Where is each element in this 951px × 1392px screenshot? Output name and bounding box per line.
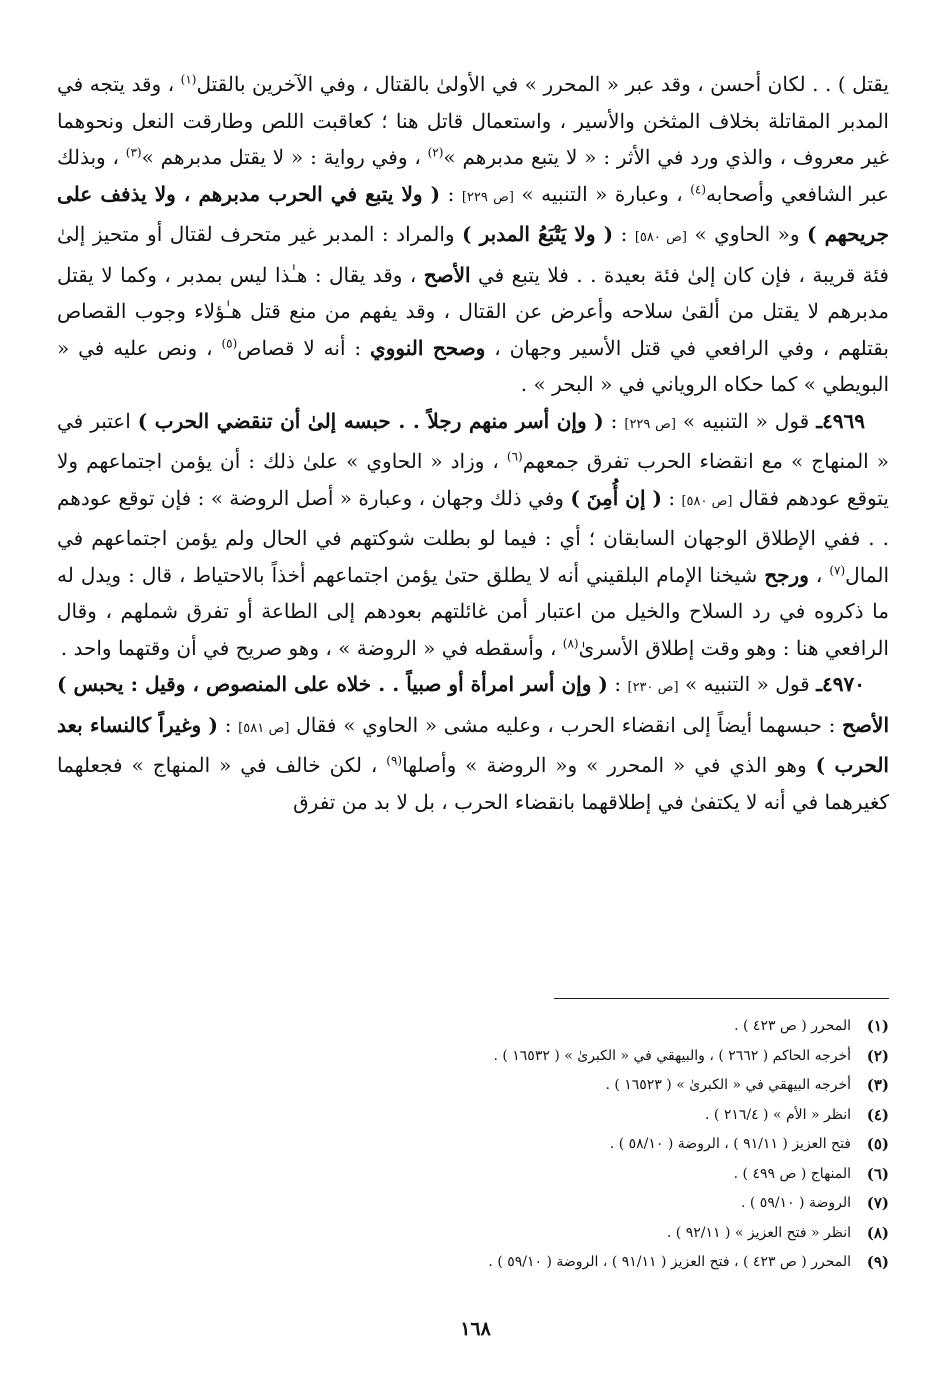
- bold-text: ( إن أُمِنَ ): [570, 485, 662, 510]
- text-run: قول « التنبيه »: [675, 408, 817, 433]
- text-run: ، وعبارة « التنبيه »: [513, 181, 691, 206]
- footnote-text: فتح العزيز ( ٩١/١١ ) ، الروضة ( ٥٨/١٠ ) .: [609, 1136, 851, 1152]
- footnote-number: (٢): [866, 1046, 889, 1065]
- text-run: قول « التنبيه »: [678, 672, 817, 696]
- text-run: شيخنا الإمام البلقيني أنه لا يطلق حتىٰ يؤمن اجتماعهم أخذاً بالاحتياط ، قال : ويدل له ما ذكروه في رد السلاح والخيل من اعتبار أمن غائلتهم بعودهم إلى الطاعة أو تفرق شملهم ، وقال الرافعي هنا : وهو وقت إطلاق الأسرىٰ: [57, 562, 889, 660]
- text-run: يقتل ) . . لكان أحسن ، وقد عبر « المحرر » في الأولىٰ بالقتال ، وفي الآخرين بالقتل: [196, 72, 889, 96]
- footnote-number: (٩): [866, 1253, 889, 1271]
- footnote-marker: (٣): [125, 145, 142, 160]
- footnote-number: (٧): [866, 1194, 889, 1212]
- page-reference: [ص ٥٨١]: [238, 720, 290, 736]
- paragraph: [57, 666, 889, 820]
- text-run: اعتبر في « المنهاج » مع انقضاء الحرب تفرق جمعهم: [57, 408, 889, 473]
- footnote-number: (٤): [866, 1105, 889, 1124]
- bold-text: وصحح النووي: [370, 335, 486, 360]
- bold-text: ( وإن أسر منهم رجلاً . . حبسه إلىٰ أن تنقضي الحرب ): [137, 408, 604, 433]
- footnote-marker: (٥): [221, 335, 238, 350]
- footnote-number: (٦): [866, 1164, 889, 1183]
- footnote-marker: (١): [180, 72, 197, 87]
- footnote: [69, 1071, 889, 1101]
- bold-text: ( ولا يَتْبَعُ المدبر ): [462, 222, 614, 246]
- text-run: ، ونص عليه في « البويطي » كما حكاه الروياني في « البحر » .: [57, 335, 889, 396]
- bold-text: ورجح: [764, 562, 809, 587]
- bold-text: ٤٩٦٩ـ: [816, 408, 866, 433]
- page-reference: [ص ٥٨٠]: [681, 493, 733, 509]
- footnote-marker: (٤): [690, 181, 707, 196]
- text-run: :: [603, 408, 625, 433]
- footnote-marker: (٩): [386, 753, 403, 768]
- page-reference: [ص ٢٢٩]: [624, 416, 676, 432]
- page-reference: [ص ٢٢٩]: [461, 189, 514, 205]
- footnote: [69, 1160, 889, 1190]
- text-run: :: [440, 181, 462, 206]
- footnote-marker: (٨): [562, 635, 579, 650]
- bold-text: الأصح: [423, 262, 471, 287]
- footnotes-list: [69, 1012, 889, 1278]
- paragraph: [57, 66, 889, 403]
- text-run: : أنه لا قصاص: [237, 335, 371, 360]
- text-run: ، وقد يتجه في المدبر المقاتلة بخلاف المثخن والأسير ، واستعمال قاتل هنا ؛ كعاقبت اللص وطارقت النعل ونحوهما غير معروف ، والذي ورد في الأثر : « لا يتبع مدبرهم »: [57, 72, 890, 169]
- footnote-text: المحرر ( ص ٤٢٣ ) .: [734, 1018, 851, 1034]
- bold-text: ( وغيراً كالنساء بعد الحرب ): [57, 712, 889, 777]
- main-text: [57, 66, 889, 820]
- page-reference: [ص ٢٣٠]: [627, 680, 679, 695]
- footnote: [69, 1042, 889, 1072]
- text-run: ، وبذلك عبر الشافعي وأصحابه: [57, 145, 889, 206]
- footnote-number: (٥): [866, 1135, 889, 1153]
- footnote-number: (٣): [866, 1076, 889, 1094]
- footnote-separator: [554, 998, 889, 999]
- text-run: :: [613, 222, 635, 246]
- paragraph: [57, 403, 889, 667]
- text-run: :: [607, 672, 628, 696]
- text-run: :: [661, 485, 682, 510]
- footnote: [69, 1012, 889, 1042]
- footnote-text: المحرر ( ص ٤٢٣ ) ، فتح العزيز ( ٩١/١١ ) ، الروضة ( ٥٩/١٠ ) .: [488, 1254, 851, 1270]
- footnote-text: انظر « فتح العزيز » ( ٩٢/١١ ) .: [666, 1224, 851, 1241]
- footnote-marker: (٦): [506, 449, 523, 464]
- text-run: ،: [808, 562, 830, 587]
- footnote-marker: (٧): [829, 562, 846, 577]
- bold-text: ٤٩٧٠ـ: [816, 672, 865, 696]
- text-run: والمراد : المدبر غير متحرف لقتال أو متحيز إلىٰ فئة قريبة ، فإن كان إلىٰ فئة بعيدة . . فلا يتبع في: [57, 222, 889, 287]
- footnote-text: أخرجه الحاكم ( ٢٦٦٢ ) ، والبيهقي في « الكبرىٰ » ( ١٦٥٣٢ ) .: [493, 1047, 851, 1064]
- text-run: وهو الذي في « المحرر » و« الروضة » وأصلها: [402, 753, 816, 777]
- footnote: [69, 1248, 889, 1278]
- text-run: : حبسهما أيضاً إلى انقضاء الحرب ، وعليه مشى « الحاوي » فقال: [289, 712, 843, 737]
- text-run: ، وأسقطه في « الروضة » ، وهو صريح في أن وقتهما واحد .: [60, 635, 563, 660]
- page-reference: [ص ٥٨٠]: [634, 230, 687, 245]
- footnote-number: (١): [866, 1017, 889, 1035]
- footnote-marker: (٢): [427, 145, 444, 160]
- footnote-text: انظر « الأم » ( ٢١٦/٤ ) .: [705, 1106, 851, 1123]
- text-run: وفي ذلك وجهان ، وعبارة « أصل الروضة » : فإن توقع عودهم . . ففي الإطلاق الوجهان السابقان ؛ أي : فيما لو بطلت شوكتهم في الحال ولم يؤمن اجتماعهم في المال: [57, 485, 889, 587]
- footnote-text: أخرجه البيهقي في « الكبرىٰ » ( ١٦٥٢٣ ) .: [605, 1077, 851, 1093]
- footnote-text: الروضة ( ٥٩/١٠ ) .: [740, 1195, 851, 1211]
- footnote: [69, 1130, 889, 1160]
- page-number: ١٦٨: [460, 1318, 491, 1340]
- footnote-text: المنهاج ( ص ٤٩٩ ) .: [733, 1165, 851, 1182]
- footnote-number: (٨): [866, 1223, 889, 1242]
- text-run: :: [217, 712, 239, 737]
- text-run: ، وزاد « الحاوي » علىٰ ذلك : أن يؤمن اجتماعهم ولا يتوقع عودهم فقال: [57, 449, 889, 510]
- bold-text: ( ولا يتبع في الحرب مدبرهم ، ولا يذفف على جريحهم ): [57, 181, 890, 246]
- text-run: ، وقد يقال : هـٰذا ليس بمدبر ، وكما لا يقتل مدبرهم لا يقتل من ألقىٰ سلاحه وأعرض عن القتال ، وقد يفهم من منع قتل هـٰؤلاء وجوب القصاص بقتلهم ، وفي الرافعي في قتل الأسير وجهان ،: [57, 262, 889, 360]
- footnote: [69, 1219, 889, 1249]
- footnote: [69, 1189, 889, 1219]
- bold-text: الأصح: [842, 712, 889, 737]
- footnote: [69, 1101, 889, 1131]
- text-run: و« الحاوي »: [686, 222, 808, 246]
- text-run: ، لكن خالف في « المنهاج » فجعلهما كغيرهما في أنه لا يكتفىٰ في إطلاقهما بانقضاء الحرب ، بل لا بد من تفرق: [57, 753, 889, 814]
- text-run: ، وفي رواية : « لا يقتل مدبرهم »: [141, 145, 428, 169]
- bold-text: ( وإن أسر امرأة أو صبياً . . خلاه على المنصوص ، وقيل : يحبس ): [57, 672, 608, 696]
